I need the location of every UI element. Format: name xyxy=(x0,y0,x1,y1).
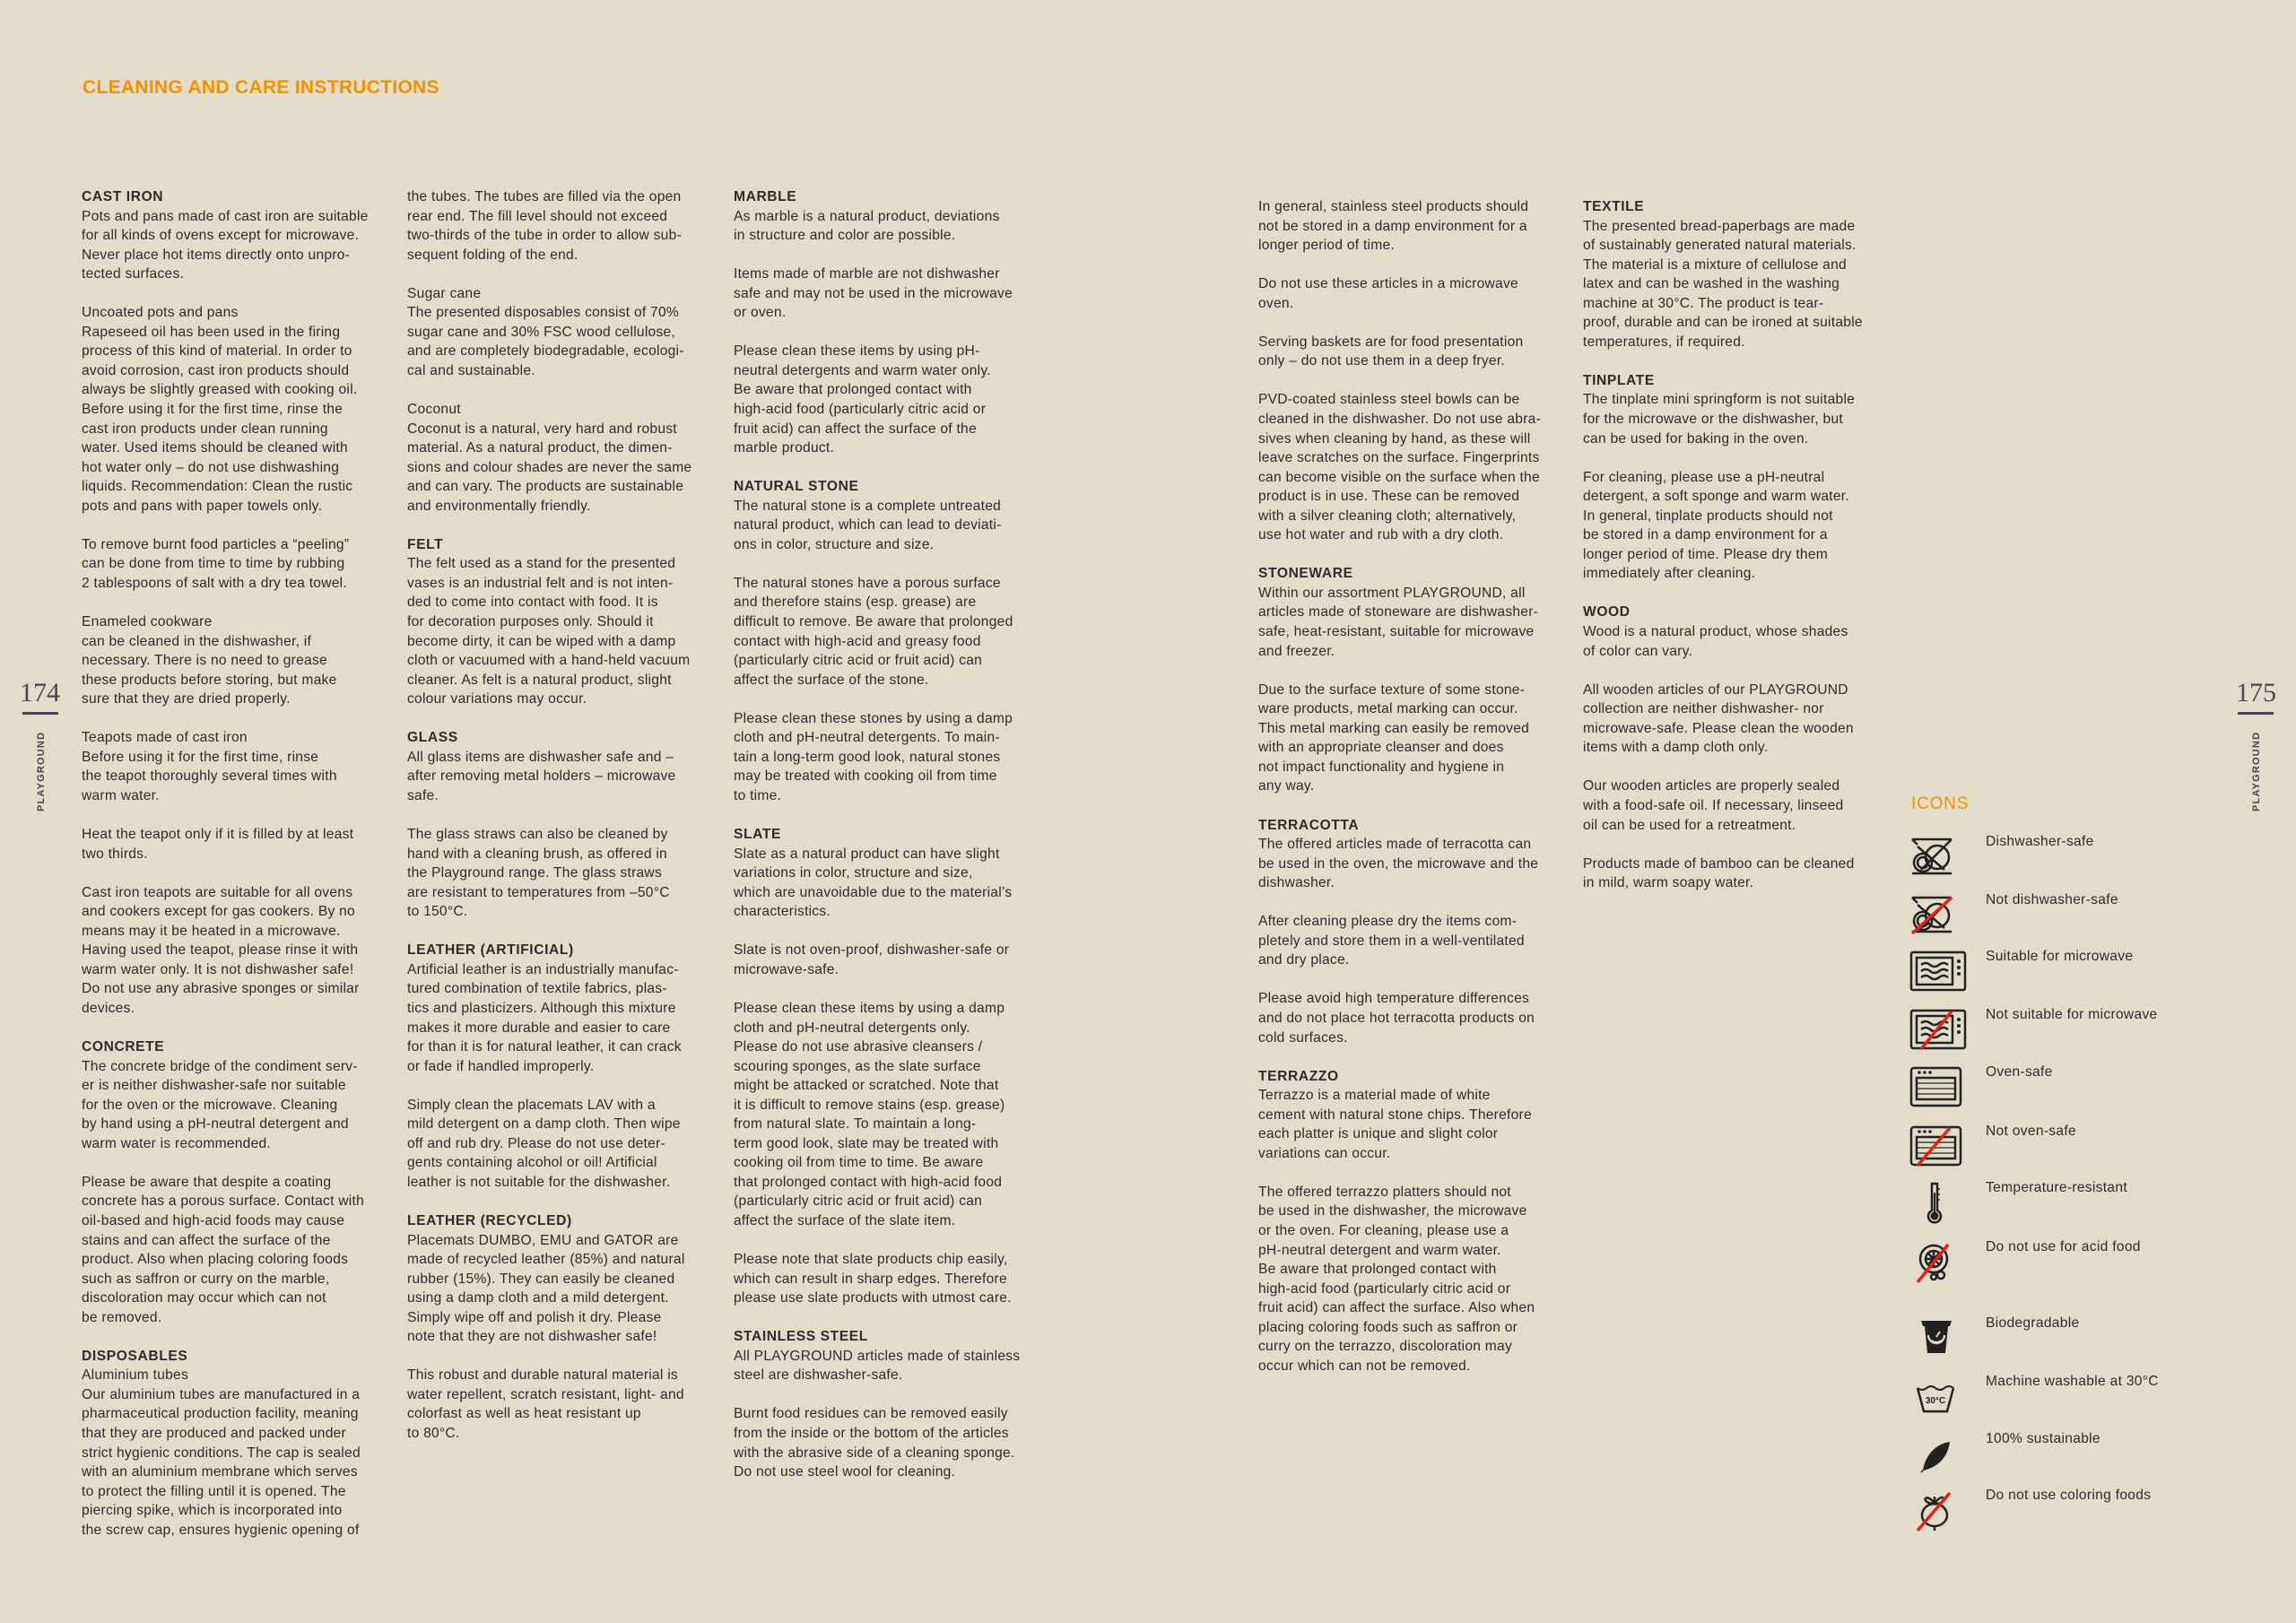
section-leather-recycled xyxy=(407,1211,721,1347)
paragraph: The glass straws can also be cleaned by hand with a cleaning brush, as offered in the Playground range. The glass straws are resistant to temperatures from –50°C to 150°C. xyxy=(407,827,670,920)
paragraph: Simply clean the placemats LAV with a mild detergent on a damp cloth. Then wipe off and rub dry. Please do not use deter- gents containing alcohol or oil! Artificial leather is not suitable for the dishwasher. xyxy=(407,1097,681,1190)
section-glass xyxy=(407,728,721,805)
section-heading: CONCRETE xyxy=(82,1039,165,1055)
page-number-left: 174 xyxy=(20,678,60,707)
paragraph-block xyxy=(1258,333,1572,371)
paragraph-block xyxy=(1258,197,1572,256)
paragraph-block xyxy=(1258,989,1572,1047)
paragraph-block xyxy=(734,941,1048,979)
paragraph-block xyxy=(734,265,1048,323)
paragraph-block xyxy=(407,1096,721,1193)
paragraph-block xyxy=(82,535,396,594)
no-acid-food-icon xyxy=(1909,1239,1971,1284)
section-textile xyxy=(1583,197,1897,352)
paragraph: The natural stone is a complete untreated natural product, which can lead to deviati- ons in color, structure and size. xyxy=(734,498,1002,552)
section-heading: TERRAZZO xyxy=(1258,1068,1339,1084)
legend-label: Suitable for microwave xyxy=(1986,949,2134,964)
paragraph: Pots and pans made of cast iron are suitable for all kinds of ovens except for microwave. Never place hot items directly onto unpro- tected surfaces. xyxy=(82,208,369,282)
paragraph: Serving baskets are for food presentation only – do not use them in a deep fryer. xyxy=(1258,334,1524,369)
paragraph-block xyxy=(734,342,1048,457)
section-terrazzo xyxy=(1258,1067,1572,1164)
legend-item xyxy=(1909,1488,2285,1532)
leaf-icon xyxy=(1909,1431,1971,1476)
paragraph-block xyxy=(1258,274,1572,313)
paragraph-block xyxy=(1583,681,1897,758)
paragraph: Please note that slate products chip easily, which can result in sharp edges. Therefore please use slate products with utmost care. xyxy=(734,1252,1012,1306)
not-oven-icon xyxy=(1909,1124,1971,1168)
paragraph: Our wooden articles are properly sealed with a food-safe oil. If necessary, linseed oil can be used for a retreatment. xyxy=(1583,778,1844,833)
section-leather-artificial xyxy=(407,941,721,1076)
text-column-1 xyxy=(82,187,396,1559)
microwave-icon xyxy=(1909,949,1971,994)
no-coloring-food-icon xyxy=(1909,1488,1971,1532)
paragraph: Items made of marble are not dishwasher safe and may not be used in the microwave or oven. xyxy=(734,266,1013,321)
paragraph-block xyxy=(734,574,1048,690)
paragraph: Please clean these items by using pH- neutral detergents and warm water only. Be aware that prolonged contact with high-acid food (particularly citric acid or fruit acid) can affect the surface of the marble product. xyxy=(734,343,991,456)
legend-label: Not dishwasher-safe xyxy=(1986,892,2118,907)
paragraph: Teapots made of cast iron Before using it for the first time, rinse the teapot thoroughly several times with warm water. xyxy=(82,730,337,803)
legend-item xyxy=(1909,1007,2285,1052)
legend-item xyxy=(1909,1239,2285,1284)
section-heading: GLASS xyxy=(407,730,458,746)
legend-item xyxy=(1909,1180,2285,1225)
legend-label: Do not use coloring foods xyxy=(1986,1488,2152,1503)
text-column-5 xyxy=(1583,197,1897,912)
section-marble xyxy=(734,187,1048,246)
paragraph: Sugar cane The presented disposables consist of 70% sugar cane and 30% FSC wood cellulose, and are completely biodegradable, ecologi- cal and sustainable. xyxy=(407,285,684,378)
paragraph: Terrazzo is a material made of white cement with natural stone chips. Therefore each platter is unique and slight color variations can occur. xyxy=(1258,1088,1532,1161)
section-heading: TERRACOTTA xyxy=(1258,817,1360,833)
section-heading: STONEWARE xyxy=(1258,566,1353,582)
paragraph: Wood is a natural product, whose shades of color can vary. xyxy=(1583,624,1848,659)
paragraph-block xyxy=(82,612,396,709)
paragraph: After cleaning please dry the items com- pletely and store them in a well-ventilated and dry place. xyxy=(1258,914,1525,968)
section-slate xyxy=(734,825,1048,922)
legend-label: Oven-safe xyxy=(1986,1064,2053,1080)
legend-label: Machine washable at 30°C xyxy=(1986,1374,2159,1389)
paragraph-block xyxy=(82,303,396,516)
paragraph-block xyxy=(82,728,396,805)
legend-item xyxy=(1909,949,2285,994)
section-heading: DISPOSABLES xyxy=(82,1348,188,1364)
paragraph: Aluminium tubes Our aluminium tubes are manufactured in a pharmaceutical production facility, meaning that they are produced and packed under strict hygienic conditions. The cap is sealed with an aluminium membrane which serves to protect the filling until it is opened. The piercing spike, which is incorporated into the screw cap, ensures hygienic opening of xyxy=(82,1367,361,1538)
legend-label: 100% sustainable xyxy=(1986,1431,2100,1446)
section-stoneware xyxy=(1258,564,1572,661)
dishwasher-safe-icon xyxy=(1909,834,1971,879)
icons-heading: ICONS xyxy=(1911,794,1970,813)
oven-icon xyxy=(1909,1064,1971,1109)
legend-label: Dishwasher-safe xyxy=(1986,834,2094,849)
paragraph: In general, stainless steel products should not be stored in a damp environment for a longer period of time. xyxy=(1258,199,1529,254)
thermometer-icon xyxy=(1909,1180,1971,1225)
not-microwave-icon xyxy=(1909,1007,1971,1052)
paragraph-block xyxy=(407,284,721,381)
paragraph: Cast iron teapots are suitable for all ovens and cookers except for gas cookers. By no means may it be heated in a microwave. Having used the teapot, please rinse it with warm water only. It is not dishwasher safe! Do not use any abrasive sponges or similar devices. xyxy=(82,884,360,1016)
paragraph-block xyxy=(1258,912,1572,970)
section-stainless-steel xyxy=(734,1327,1048,1385)
section-heading: LEATHER (RECYCLED) xyxy=(407,1212,572,1228)
paragraph: Please clean these stones by using a damp cloth and pH-neutral detergents. To main- tain a long-term good look, natural stones may be treated with cooking oil from time to time. xyxy=(734,710,1013,803)
section-heading: CAST IRON xyxy=(82,189,164,204)
paragraph: Coconut Coconut is a natural, very hard and robust material. As a natural product, the dimen- sions and colour shades are never the same and can vary. The products are sustainable and environmentally friendly. xyxy=(407,402,692,514)
legend-item xyxy=(1909,892,2285,937)
text-column-2 xyxy=(407,187,721,1462)
paragraph-block xyxy=(1583,777,1897,835)
paragraph: The offered terrazzo platters should not be used in the dishwasher, the microwave or the oven. For cleaning, please use a pH-neutral detergent and warm water. Be aware that prolonged contact with high-acid food (particularly citric acid or fruit acid) can affect the surface. Also when placing coloring foods such as saffron or curry on the terrazzo, discoloration may occur which can not be removed. xyxy=(1258,1184,1535,1374)
legend-label: Temperature-resistant xyxy=(1986,1180,2127,1195)
section-heading: NATURAL STONE xyxy=(734,479,859,495)
paragraph: Slate is not oven-proof, dishwasher-safe or microwave-safe. xyxy=(734,942,1010,977)
paragraph: Within our assortment PLAYGROUND, all articles made of stoneware are dishwasher- safe, heat-resistant, suitable for microwave and freezer. xyxy=(1258,585,1539,659)
section-felt xyxy=(407,535,721,709)
section-concrete xyxy=(82,1037,396,1153)
legend-item xyxy=(1909,1124,2285,1168)
paragraph-block xyxy=(1258,681,1572,796)
paragraph: The felt used as a stand for the presented vases is an industrial felt and is not inten- ded to come into contact with food. It is for decoration purposes only. Should it become dirty, it can be wiped with a damp cloth or vacuumed with a hand-held vacuum cleaner. As felt is a natural product, slight colour variations may occur. xyxy=(407,556,691,707)
section-disposables xyxy=(82,1347,396,1540)
paragraph-block xyxy=(734,1250,1048,1308)
paragraph: Heat the teapot only if it is filled by at least two thirds. xyxy=(82,827,354,862)
paragraph: Products made of bamboo can be cleaned in mild, warm soapy water. xyxy=(1583,855,1855,891)
paragraph-block xyxy=(734,1404,1048,1481)
section-natural-stone xyxy=(734,477,1048,554)
paragraph: All glass items are dishwasher safe and – after removing metal holders – microwave safe. xyxy=(407,749,676,803)
paragraph: The offered articles made of terracotta can be used in the oven, the microwave and the dishwasher. xyxy=(1258,837,1539,891)
section-heading: SLATE xyxy=(734,827,781,843)
legend-item xyxy=(1909,1431,2285,1476)
paragraph: Due to the surface texture of some stone- ware products, metal marking can occur. This metal marking can easily be removed with an appropriate cleanser and does not impact functionality and hygiene in any way. xyxy=(1258,681,1530,794)
paragraph-block xyxy=(1583,468,1897,584)
paragraph: The tinplate mini springform is not suitable for the microwave or the dishwasher, but can be used for baking in the oven. xyxy=(1583,392,1856,447)
legend-label: Biodegradable xyxy=(1986,1315,2080,1331)
paragraph: Uncoated pots and pans Rapeseed oil has been used in the firing process of this kind of material. In order to avoid corrosion, cast iron products should always be slightly greased with cooking oil. Before using it for the first time, rinse the cast iron products under clean running water. Used items should be cleaned with hot water only – do not use dishwashing liquids. Recommendation: Clean the rustic pots and pans with paper towels only. xyxy=(82,305,358,514)
paragraph: To remove burnt food particles a “peeling” can be done from time to time by rubbing 2 tablespoons of salt with a dry tea towel. xyxy=(82,536,350,591)
paragraph: Slate as a natural product can have slight variations in color, structure and size, which are unavoidable due to the material’s characteristics. xyxy=(734,846,1013,920)
paragraph: the tubes. The tubes are filled via the open rear end. The fill level should not exceed two-thirds of the tube in order to allow sub- sequent folding of the end. xyxy=(407,189,682,263)
section-heading: FELT xyxy=(407,536,444,552)
section-label-left: PLAYGROUND xyxy=(36,731,47,812)
paragraph: All PLAYGROUND articles made of stainless steel are dishwasher-safe. xyxy=(734,1348,1021,1384)
folio-divider-left xyxy=(22,712,58,715)
legend-item xyxy=(1909,834,2285,879)
section-terracotta xyxy=(1258,816,1572,893)
section-heading: TINPLATE xyxy=(1583,372,1655,388)
legend-item xyxy=(1909,1064,2285,1109)
paragraph: For cleaning, please use a pH-neutral detergent, a soft sponge and warm water. In general, tinplate products should not be stored in a damp environment for a longer period of time. Please dry them immediately after cleaning. xyxy=(1583,469,1849,582)
legend-label: Do not use for acid food xyxy=(1986,1239,2141,1254)
text-column-4 xyxy=(1258,197,1572,1395)
paragraph: Please avoid high temperature differences and do not place hot terracotta products on cold surfaces. xyxy=(1258,991,1535,1046)
wash-temperature-glyph: 30°C xyxy=(1925,1396,1946,1406)
paragraph: The presented bread-paperbags are made of sustainably generated natural materials. The material is a mixture of cellulose and latex and can be washed in the washing machine at 30°C. The product is tear- proof, durable and can be ironed at suitable temperatures, if required. xyxy=(1583,218,1863,350)
biodegradable-icon xyxy=(1909,1315,1971,1360)
section-heading: STAINLESS STEEL xyxy=(734,1329,868,1345)
section-wood xyxy=(1583,603,1897,661)
not-dishwasher-safe-icon xyxy=(1909,892,1971,937)
paragraph-block xyxy=(734,999,1048,1231)
paragraph-block xyxy=(734,709,1048,806)
paragraph: Please clean these items by using a damp cloth and pH-neutral detergents only. Please do not use abrasive cleansers / scouring sponges, as the slate surface might be attacked or scratched. Note that it is difficult to remove stains (esp. grease) from natural slate. To maintain a long- term good look, slate may be treated with cooking oil from time to time. Be aware that prolonged contact with high-acid food (particularly citric acid or fruit acid) can affect the surface of the slate item. xyxy=(734,1000,1005,1228)
section-tinplate xyxy=(1583,371,1897,448)
paragraph: Please be aware that despite a coating concrete has a porous surface. Contact with oil-based and high-acid foods may cause stains and can affect the surface of the product. Also when placing coloring foods such as saffron or curry on the marble, discoloration may occur which can not be removed. xyxy=(82,1174,364,1325)
paragraph-block xyxy=(407,825,721,922)
paragraph-block xyxy=(407,1366,721,1443)
paragraph-block xyxy=(1258,390,1572,544)
paragraph-block xyxy=(1258,1183,1572,1376)
legend-item xyxy=(1909,1315,2285,1360)
section-heading: MARBLE xyxy=(734,189,797,204)
paragraph: The concrete bridge of the condiment serv- er is neither dishwasher-safe nor suitable for the oven or the microwave. Cleaning by hand using a pH-neutral detergent and warm water is recommended. xyxy=(82,1058,358,1151)
paragraph-block xyxy=(407,400,721,516)
section-heading: WOOD xyxy=(1583,604,1631,621)
paragraph-block xyxy=(82,883,396,1019)
paragraph: The natural stones have a porous surface and therefore stains (esp. grease) are difficult to remove. Be aware that prolonged contact with high-acid and greasy food (particularly citric acid or fruit acid) can affect the surface of the stone. xyxy=(734,575,1013,688)
paragraph: As marble is a natural product, deviations in structure and color are possible. xyxy=(734,208,1000,244)
folio-divider-right xyxy=(2238,712,2274,715)
legend-item xyxy=(1909,1374,2285,1419)
section-heading: LEATHER (ARTIFICIAL) xyxy=(407,942,574,959)
paragraph-block xyxy=(82,1173,396,1327)
paragraph: Do not use these articles in a microwave oven. xyxy=(1258,276,1518,311)
section-label-right: PLAYGROUND xyxy=(2251,731,2262,812)
page-number-right: 175 xyxy=(2236,678,2276,707)
paragraph: Placemats DUMBO, EMU and GATOR are made of recycled leather (85%) and natural rubber (15%). They can easily be cleaned using a damp cloth and a mild detergent. Simply wipe off and polish it dry. Please note that they are not dishwasher safe! xyxy=(407,1232,685,1345)
page-title: CLEANING AND CARE INSTRUCTIONS xyxy=(83,77,439,98)
legend-label: Not suitable for microwave xyxy=(1986,1007,2158,1022)
legend-label: Not oven-safe xyxy=(1986,1124,2076,1139)
paragraph: Burnt food residues can be removed easily from the inside or the bottom of the articles with the abrasive side of a cleaning sponge. Do not use steel wool for cleaning. xyxy=(734,1406,1015,1480)
paragraph-block xyxy=(82,825,396,864)
section-heading: TEXTILE xyxy=(1583,199,1645,214)
paragraph-block xyxy=(407,187,721,265)
wash-30-icon xyxy=(1909,1374,1971,1419)
section-cast-iron xyxy=(82,187,396,284)
text-column-3 xyxy=(734,187,1048,1501)
paragraph: This robust and durable natural material is water repellent, scratch resistant, light- and colorfast as well as heat resistant up to 80°C. xyxy=(407,1367,684,1441)
paragraph: All wooden articles of our PLAYGROUND collection are neither dishwasher- nor microwave-safe. Please clean the wooden items with a damp cloth only. xyxy=(1583,681,1854,756)
paragraph: Enameled cookware can be cleaned in the dishwasher, if necessary. There is no need to grease these products before storing, but make sure that they are dried properly. xyxy=(82,614,337,707)
paragraph: Artificial leather is an industrially manufac- tured combination of textile fabrics, plas- tics and plasticizers. Although this mixture makes it more durable and easier to care for than it is for natural leather, it can crack or fade if handled improperly. xyxy=(407,961,682,1074)
paragraph: PVD-coated stainless steel bowls can be cleaned in the dishwasher. Do not use abra- sives when cleaning by hand, as these will leave scratches on the surface. Fingerprints can become visible on the surface when the product is in use. These can be removed with a silver cleaning cloth; alternatively, use hot water and rub with a dry cloth. xyxy=(1258,392,1542,543)
paragraph-block xyxy=(1583,855,1897,893)
